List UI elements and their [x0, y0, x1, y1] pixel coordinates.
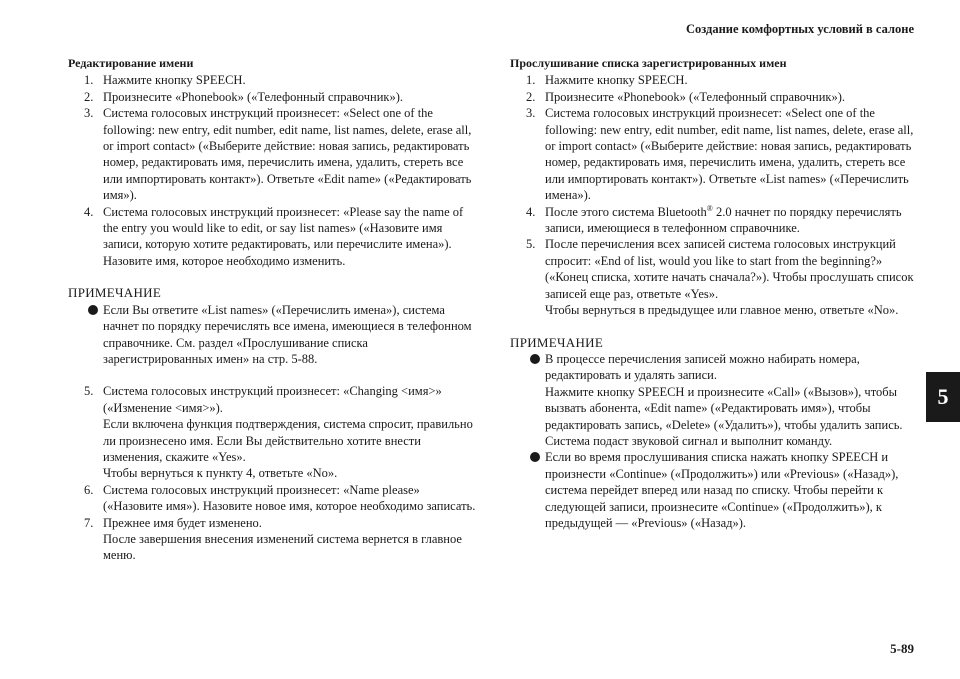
- step-number: 5.: [84, 384, 94, 399]
- bullet-icon: [530, 452, 540, 462]
- step-line: После завершения внесения изменений система вернется в главное меню.: [103, 531, 462, 563]
- step-item: [68, 89, 478, 105]
- step-text: Система голосовых инструкций произнесет: «Select one of the following: new entry, edit number, edit name, list names, delete, erase all, or import contact» («Выберите действие: новая запись, редактировать номер, редактировать имя, перечислить имена, удалить, стереть все или импортировать контакт»). Ответьте «Edit name» («Редактировать имя»).: [103, 106, 472, 203]
- step-item: [510, 89, 925, 105]
- step-number: 3.: [84, 106, 94, 121]
- step-number: 2.: [84, 89, 94, 104]
- step-line: Прежнее имя будет изменено.: [103, 515, 262, 530]
- running-header: Создание комфортных условий в салоне: [685, 22, 914, 36]
- section-heading-edit-name: Редактирование имени: [68, 56, 194, 70]
- step-text-pre: После этого система Bluetooth: [545, 204, 707, 219]
- step-text: Нажмите кнопку SPEECH.: [545, 73, 688, 88]
- step-item: [68, 482, 478, 515]
- right-column: [510, 55, 925, 531]
- note-bullet: [510, 351, 925, 449]
- step-line: Система голосовых инструкций произнесет: «Name please» («Назовите имя»). Назовите новое имя, которое необходимо записать.: [103, 482, 476, 514]
- step-number: 2.: [526, 89, 536, 104]
- step-number: 4.: [84, 204, 94, 219]
- step-number: 7.: [84, 515, 94, 530]
- step-number: 4.: [526, 204, 536, 219]
- section-heading-list-names: Прослушивание списка зарегистрированных имен: [510, 56, 787, 70]
- step-number: 3.: [526, 106, 536, 121]
- page-number: 5-89: [890, 641, 914, 656]
- step-item: [510, 105, 925, 203]
- registered-mark: ®: [706, 203, 713, 213]
- step-number: 1.: [526, 73, 536, 88]
- step-number: 1.: [84, 73, 94, 88]
- step-item: [68, 204, 478, 270]
- note-bullet: [68, 302, 478, 368]
- step-item: [68, 383, 478, 481]
- step-item: [510, 236, 925, 318]
- chapter-tab[interactable]: 5: [926, 372, 960, 422]
- step-text: Система голосовых инструкций произнесет: «Please say the name of the entry you would like to edit, or say list names» («Назовите имя записи, которую хотите редактировать, или перечислите имена»). Назовите имя, которое необходимо изменить.: [103, 204, 464, 268]
- step-line: После перечисления всех записей система голосовых инструкций спросит: «End of list, would you like to start from the beginning?» («Конец списка, хотите начать сначала?»). Чтобы прослушать список записей еще раз, ответьте «Yes».: [545, 237, 914, 301]
- note-title: ПРИМЕЧАНИЕ: [510, 334, 604, 350]
- note-text: Если Вы ответите «List names» («Перечислить имена»), система начнет по порядку перечислять все имена, имеющиеся в телефонном справочнике. См. раздел «Прослушивание списка зарегистрированных имен» на стр. 5-88.: [103, 302, 472, 366]
- step-item: [68, 105, 478, 203]
- note-title: ПРИМЕЧАНИЕ: [68, 285, 162, 301]
- note-line: Нажмите кнопку SPEECH и произнесите «Call» («Вызов»), чтобы вызвать абонента, «Edit name» («Редактировать имя»), чтобы редактировать запись, «Delete» («Удалить»), чтобы удалить запись.: [545, 384, 903, 432]
- note-line: Система подаст звуковой сигнал и выполнит команду.: [545, 433, 833, 448]
- step-line: Если включена функция подтверждения, система спросит, правильно ли произнесено имя. Если Вы действительно хотите внести изменения, скажите «Yes».: [103, 417, 473, 464]
- step-item: [510, 204, 925, 237]
- step-number: 6.: [84, 482, 94, 497]
- note-line: В процессе перечисления записей можно набирать номера, редактировать и удалять записи.: [545, 351, 860, 383]
- step-item: [510, 72, 925, 88]
- step-text: Система голосовых инструкций произнесет: «Select one of the following: new entry, edit number, edit name, list names, delete, erase all, or import contact» («Выберите действие: новая запись, редактировать номер, редактировать имя, перечислить имена, удалить, стереть все или импортировать контакт»). Ответьте «List names» («Перечислить имена»).: [545, 106, 914, 203]
- step-text: Произнесите «Phonebook» («Телефонный справочник»).: [545, 89, 846, 104]
- step-number: 5.: [526, 237, 536, 252]
- step-item: [68, 515, 478, 564]
- left-column: [68, 55, 478, 564]
- step-text: Произнесите «Phonebook» («Телефонный справочник»).: [103, 89, 404, 104]
- note-line: Если во время прослушивания списка нажать кнопку SPEECH и произнести «Continue» («Продолжить») или «Previous» («Назад»), система перейдет вперед или назад по списку. Чтобы перейти к следующей записи, произнесите «Continue» («Продолжить»), к предыдущей — «Previous» («Назад»).: [545, 450, 899, 530]
- step-text: Нажмите кнопку SPEECH.: [103, 73, 246, 88]
- step-line: Чтобы вернуться в предыдущее или главное меню, ответьте «No».: [545, 303, 899, 318]
- step-line: Чтобы вернуться к пункту 4, ответьте «No».: [103, 466, 338, 481]
- note-bullet: [510, 449, 925, 531]
- bullet-icon: [530, 354, 540, 364]
- step-text-post: 2.0 начнет по порядку перечислять записи, имеющиеся в телефонном справочнике.: [545, 204, 902, 236]
- step-line: Система голосовых инструкций произнесет: «Changing <имя>» («Изменение <имя>»).: [103, 384, 442, 415]
- step-item: [68, 72, 478, 88]
- bullet-icon: [88, 305, 98, 315]
